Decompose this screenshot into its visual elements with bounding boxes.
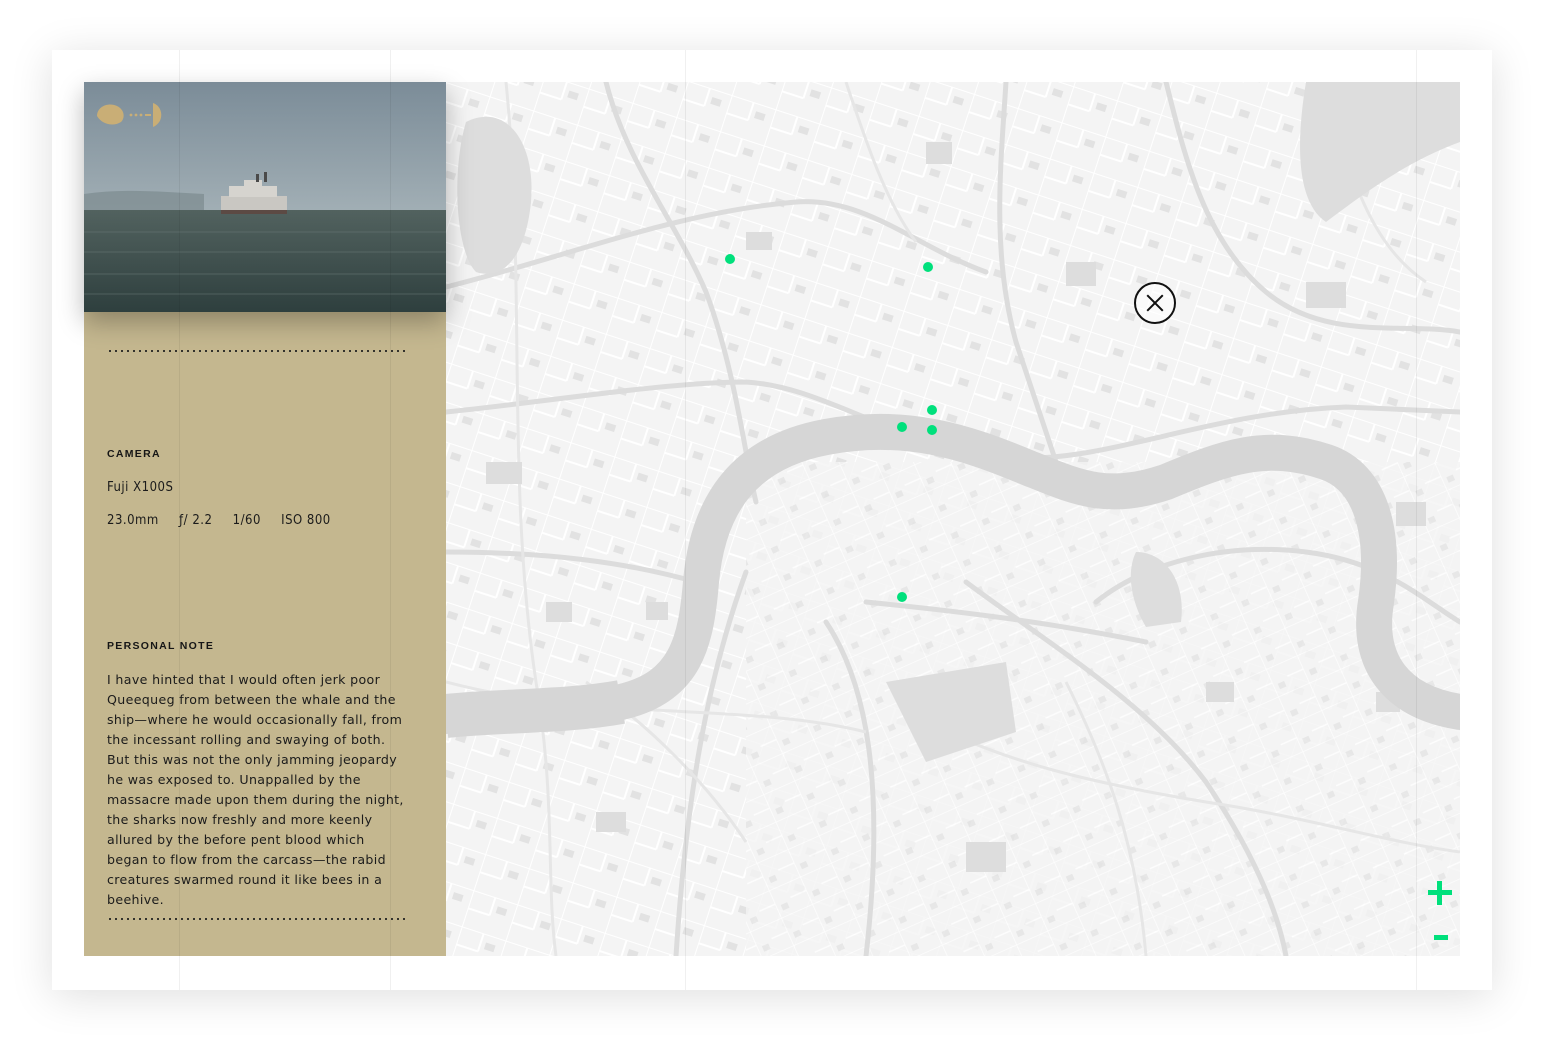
map-pin[interactable] [897, 592, 907, 602]
divider-dotted [107, 350, 405, 352]
focal-length: 23.0mm [107, 513, 159, 528]
exif-settings [107, 513, 347, 528]
camera-heading: CAMERA [107, 448, 161, 460]
city-map[interactable] [446, 82, 1460, 956]
map-pin[interactable] [927, 425, 937, 435]
zoom-in-plus-icon[interactable] [1428, 881, 1452, 905]
divider-dotted [107, 918, 405, 920]
personal-note-heading: PERSONAL NOTE [107, 640, 215, 652]
personal-note-text: I have hinted that I would often jerk poor Queequeg from between the whale and the ship—where he would occasionally fall, from the incessant rolling and swaying of both. But this was not the only jamming jeopardy he was exposed to. Unappalled by the massacre made upon them during the night, the sharks now freshly and more keenly allured by the before pent blood which began to flow from the carcass—the rabid creatures swarmed round it like bees in a beehive. [107, 672, 404, 907]
map-canvas [446, 82, 1460, 956]
map-pin[interactable] [927, 405, 937, 415]
camera-model: Fuji X100S [107, 480, 174, 495]
map-pin[interactable] [923, 262, 933, 272]
logo-icon [95, 100, 167, 130]
map-pin[interactable] [897, 422, 907, 432]
map-pin[interactable] [725, 254, 735, 264]
shutter-speed: 1/60 [232, 513, 261, 528]
zoom-out-minus-icon[interactable] [1434, 930, 1448, 944]
aperture: ƒ/ 2.2 [179, 513, 213, 528]
close-icon[interactable] [1134, 282, 1176, 324]
iso: ISO 800 [281, 513, 331, 528]
